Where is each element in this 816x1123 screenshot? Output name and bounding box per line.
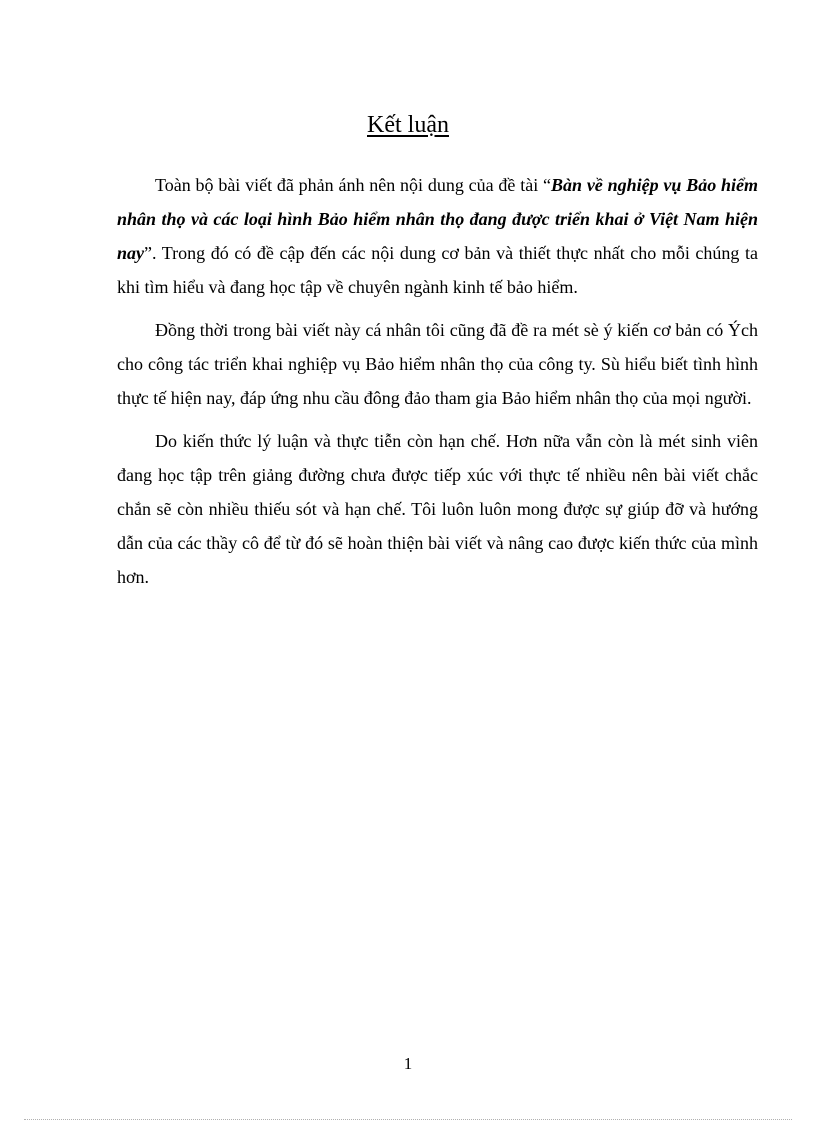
topic-title-emphasis: Bàn về nghiệp vụ Bảo hiểm nhân thọ và các loại hình Bảo hiểm nhân thọ đang được triển khai ở Việt Nam hiện nay: [117, 175, 759, 263]
paragraph-intro-lead: Toàn bộ bài viết đã phản ánh nên nội dung của đề tài “: [155, 175, 551, 195]
paragraph-contribution: Đồng thời trong bài viết này cá nhân tôi cũng đã đề ra mét sè ý kiến cơ bản có Ých cho công tác triển khai nghiệp vụ Bảo hiểm nhân thọ của công ty. Sù hiểu biết tình hình thực tế hiện nay, đáp ứng nhu cầu đông đảo tham gia Bảo hiểm nhân thọ của mọi người.: [117, 320, 758, 408]
page-number: 1: [403, 1054, 413, 1073]
page-bottom-divider: [24, 1119, 792, 1120]
page-title: Kết luận: [367, 112, 449, 138]
paragraph-intro: [117, 168, 758, 304]
body-text: [117, 168, 758, 603]
paragraph-intro-tail: ”. Trong đó có đề cập đến các nội dung cơ bản và thiết thực nhất cho mỗi chúng ta khi tìm hiểu và đang học tập về chuyên ngành kinh tế bảo hiểm.: [117, 243, 758, 297]
paragraph-limitations: Do kiến thức lý luận và thực tiễn còn hạn chế. Hơn nữa vẫn còn là mét sinh viên đang học tập trên giảng đường chưa được tiếp xúc với thực tế nhiều nên bài viết chắc chắn sẽ còn nhiều thiếu sót và hạn chế. Tôi luôn luôn mong được sự giúp đỡ và hướng dẫn của các thầy cô để từ đó sẽ hoàn thiện bài viết và nâng cao được kiến thức của mình hơn.: [117, 431, 758, 587]
